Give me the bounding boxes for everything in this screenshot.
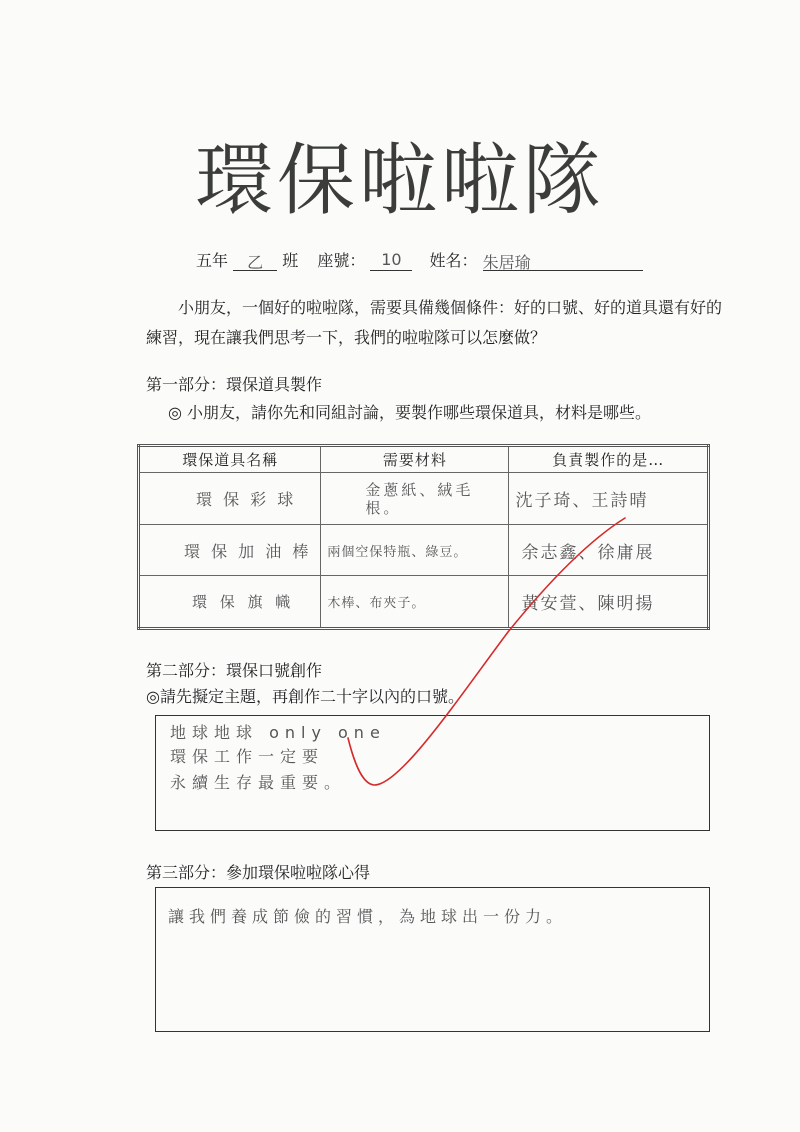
materials-cell[interactable]: 金蔥紙、絨毛根。 [321,473,509,525]
name-field[interactable]: 朱居瑜 [483,250,643,271]
table-header-row [139,446,709,473]
materials-cell[interactable]: 兩個空保特瓶、綠豆。 [321,524,509,576]
part2-heading: 第二部分：環保口號創作 [146,661,323,680]
prop-name-cell[interactable]: 環 保 旗 幟 [139,576,321,629]
student-info [196,248,643,271]
prop-name-cell[interactable]: 環 保 加 油 棒 [139,524,321,576]
seat-label: 座號： [317,251,366,270]
grade-label: 五年 [196,251,229,270]
name-label: 姓名： [429,251,478,270]
class-label: 班 [282,251,299,270]
worksheet-title: 環保啦啦隊 [194,136,605,226]
header-prop-name: 環保道具名稱 [139,446,321,473]
check-mark-icon [340,500,640,800]
intro-paragraph: 小朋友，一個好的啦啦隊，需要具備幾個條件：好的口號、好的道具還有好的練習，現在讓我們思考一下，我們的啦啦隊可以怎麼做？ [146,298,723,347]
class-field[interactable]: 乙 [233,250,277,271]
header-materials: 需要材料 [321,446,509,473]
header-makers: 負責製作的是… [509,446,709,473]
slogan-line: 環保工作一定要 [170,747,325,766]
slogan-line: 地球地球 only one [170,723,386,742]
slogan-line: 永續生存最重要。 [170,773,347,792]
reflection-box[interactable] [155,887,710,1032]
part1-instruction: ◎ 小朋友，請你先和同組討論，要製作哪些環保道具，材料是哪些。 [168,403,652,422]
seat-field[interactable]: 10 [370,250,412,271]
materials-cell[interactable]: 木棒、布夾子。 [321,576,509,629]
makers-cell[interactable]: 黃安萱、陳明揚 [509,576,709,629]
makers-cell[interactable]: 沈子琦、王詩晴 [509,473,709,525]
part3-heading: 第三部分：參加環保啦啦隊心得 [146,863,371,882]
reflection-text: 讓我們養成節儉的習慣，為地球出一份力。 [168,907,568,926]
part1-heading: 第一部分：環保道具製作 [146,375,323,394]
makers-cell[interactable]: 余志鑫、徐庸展 [509,524,709,576]
part2-instruction: ◎請先擬定主題，再創作二十字以內的口號。 [146,687,464,706]
prop-name-cell[interactable]: 環 保 彩 球 [139,473,321,525]
